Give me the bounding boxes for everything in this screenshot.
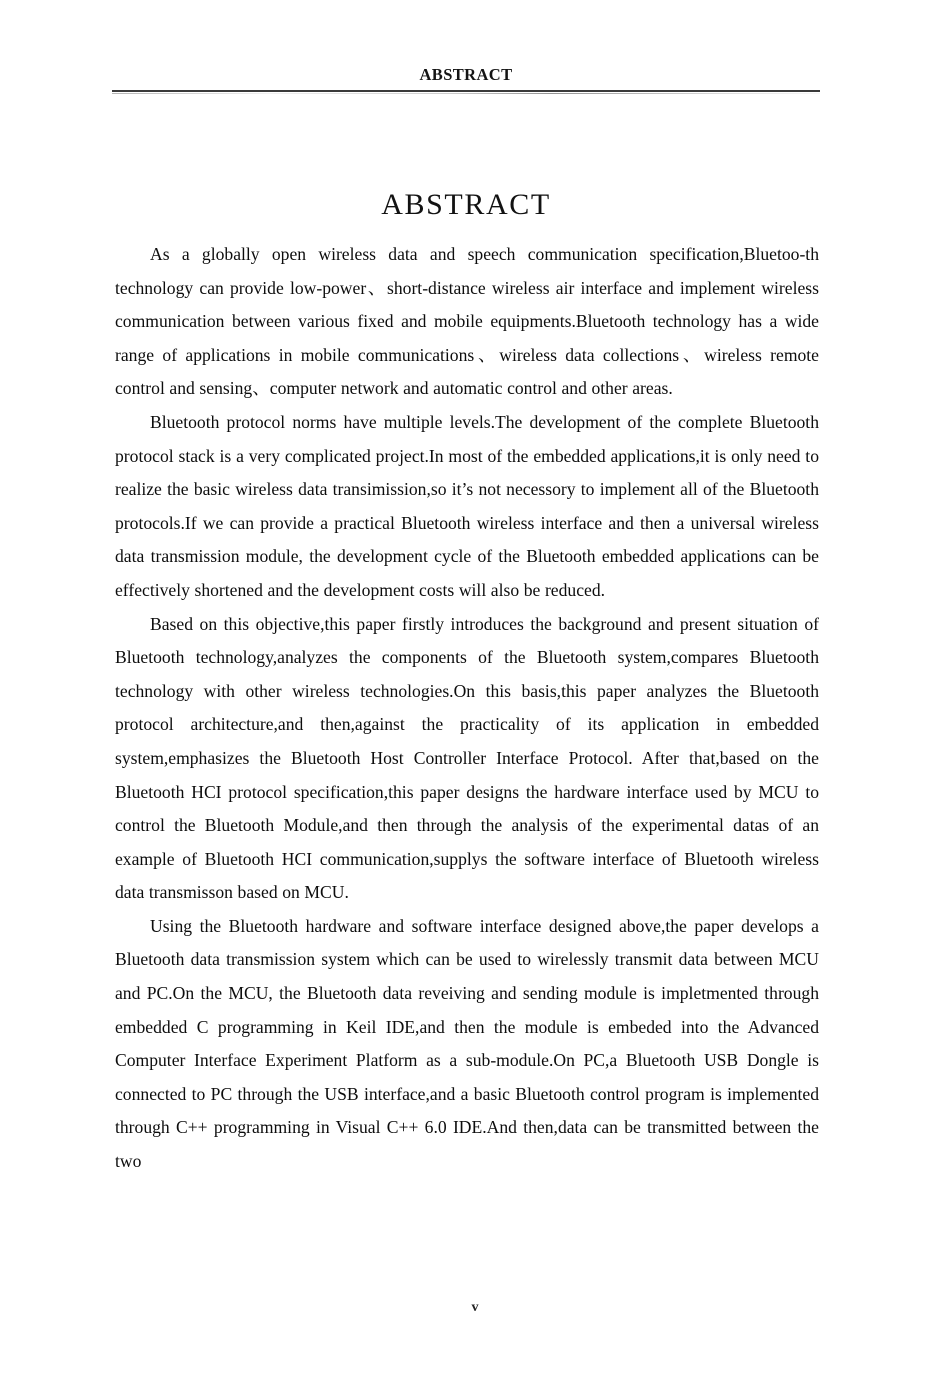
running-header-title: ABSTRACT xyxy=(419,65,513,84)
running-header xyxy=(112,66,820,85)
paragraph-3: Based on this objective,this paper firstly introduces the background and present situation of Bluetooth technology,analyzes the components of the Bluetooth system,compares Bluetooth technology with other wireless technologies.On this basis,this paper analyzes the Bluetooth protocol architecture,and then,against the practicality of its application in embedded system,emphasizes the Bluetooth Host Controller Interface Protocol. After that,based on the Bluetooth HCI protocol specification,this paper designs the hardware interface used by MCU to control the Bluetooth Module,and then through the analysis of the experimental datas of an example of Bluetooth HCI communication,supplys the software interface of Bluetooth wireless data transmisson based on MCU. xyxy=(115,613,819,903)
paragraph-1: As a globally open wireless data and speech communication specification,Bluetoo-th technology can provide low-power、short-distance wireless air interface and implement wireless communication between various fixed and mobile equipments.Bluetooth technology has a wide range of applications in mobile communications、wireless data collections、wireless remote control and sensing、computer network and automatic control and other areas. xyxy=(115,244,819,399)
paragraph-2: Bluetooth protocol norms have multiple levels.The development of the complete Bluetooth protocol stack is a very complicated project.In most of the embedded applications,it is only need to realize the basic wireless data transimission,so it’s not necessory to implement all of the Bluetooth protocols.If we can provide a practical Bluetooth wireless interface and then a universal wireless data transmission module, the development cycle of the Bluetooth embedded applications can be effectively shortened and the development costs will also be reduced. xyxy=(115,411,819,600)
page-number-folio: v xyxy=(471,1300,479,1315)
paragraph-4: Using the Bluetooth hardware and software interface designed above,the paper develops a Bluetooth data transmission system which can be used to wirelessly transmit data between MCU and PC.On the MCU, the Bluetooth data reveiving and sending module is impletmented through embedded C programming in Keil IDE,and then the module is embeded into the Advanced Computer Interface Experiment Platform as a sub-module.On PC,a Bluetooth USB Dongle is connected to PC through the USB interface,and a basic Bluetooth control program is implemented through C++ programming in Visual C++ 6.0 IDE.And then,data can be transmitted between the two xyxy=(115,915,819,1172)
header-rule-scan-artifact xyxy=(112,93,820,94)
header-rule-divider xyxy=(112,90,820,92)
page-title: ABSTRACT xyxy=(381,188,551,222)
abstract-body xyxy=(115,238,819,1179)
